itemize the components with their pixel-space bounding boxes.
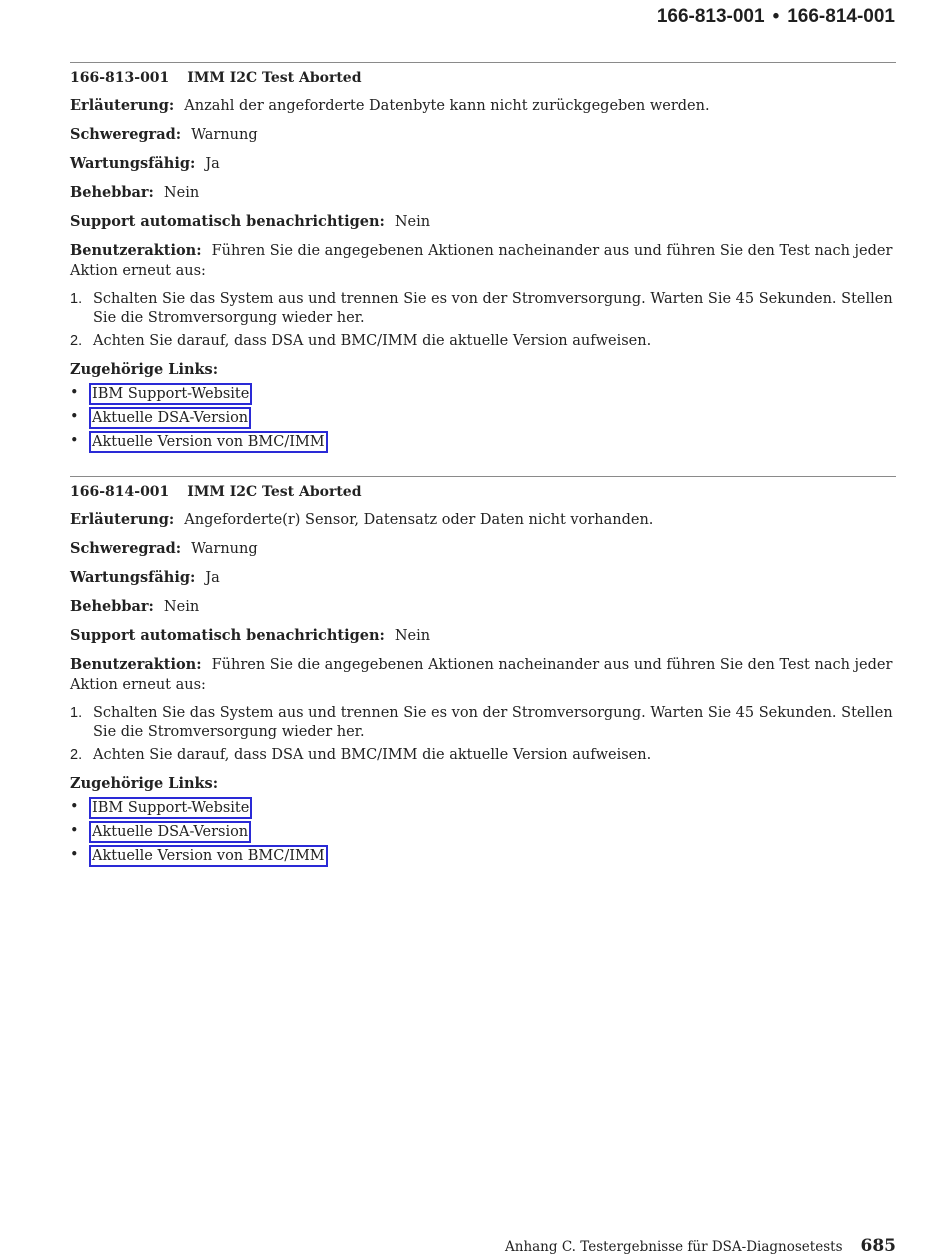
- link-item: [70, 407, 896, 431]
- recoverable-value: Nein: [163, 599, 200, 615]
- severity-value: Warnung: [191, 127, 258, 143]
- explanation-label: Erläuterung:: [70, 511, 175, 528]
- recoverable-field: [70, 183, 896, 203]
- severity-label: Schweregrad:: [70, 540, 182, 557]
- running-header: [657, 6, 895, 28]
- serviceable-label: Wartungsfähig:: [70, 155, 196, 172]
- bullet-icon: •: [70, 847, 79, 863]
- recoverable-value: Nein: [163, 185, 200, 201]
- page-content: [70, 62, 896, 869]
- header-code-right: 166-814-001: [787, 6, 895, 27]
- serviceable-field: [70, 568, 896, 588]
- link-item: [70, 383, 896, 407]
- serviceable-field: [70, 154, 896, 174]
- user-action-field: [70, 655, 896, 695]
- entry-title: [70, 483, 896, 501]
- step-number: 2.: [70, 333, 83, 349]
- serviceable-value: Ja: [205, 156, 220, 172]
- header-separator: •: [772, 6, 780, 27]
- bullet-icon: •: [70, 385, 79, 401]
- bullet-icon: •: [70, 433, 79, 449]
- entry-title-text: IMM I2C Test Aborted: [187, 484, 362, 500]
- link-item: [70, 797, 896, 821]
- explanation-value: Anzahl der angeforderte Datenbyte kann nicht zurückgegeben werden.: [184, 98, 710, 114]
- link-item: [70, 821, 896, 845]
- bullet-icon: •: [70, 409, 79, 425]
- severity-value: Warnung: [191, 541, 258, 557]
- user-action-value: Führen Sie die angegebenen Aktionen nacheinander aus und führen Sie den Test nach jeder Aktion erneut aus:: [70, 243, 893, 279]
- related-links-list: [70, 383, 896, 455]
- bmc-imm-version-link[interactable]: Aktuelle Version von BMC/IMM: [89, 431, 328, 453]
- related-links-heading: Zugehörige Links:: [70, 775, 219, 792]
- ibm-support-link[interactable]: IBM Support-Website: [89, 797, 252, 819]
- action-step: [70, 746, 896, 765]
- recoverable-label: Behebbar:: [70, 184, 154, 201]
- notify-value: Nein: [394, 628, 431, 644]
- page-number: 685: [860, 1236, 896, 1256]
- error-entry: [70, 476, 896, 869]
- link-item: [70, 845, 896, 869]
- severity-label: Schweregrad:: [70, 126, 182, 143]
- serviceable-value: Ja: [205, 570, 220, 586]
- severity-field: [70, 125, 896, 145]
- page-footer: [505, 1236, 896, 1256]
- explanation-label: Erläuterung:: [70, 97, 175, 114]
- action-steps: [70, 704, 896, 765]
- step-number: 1.: [70, 705, 83, 721]
- bullet-icon: •: [70, 823, 79, 839]
- header-code-left: 166-813-001: [656, 6, 765, 27]
- user-action-label: Benutzeraktion:: [70, 242, 202, 259]
- step-text: Achten Sie darauf, dass DSA und BMC/IMM die aktuelle Version aufweisen.: [93, 333, 652, 349]
- bmc-imm-version-link[interactable]: Aktuelle Version von BMC/IMM: [89, 845, 328, 867]
- recoverable-label: Behebbar:: [70, 598, 154, 615]
- explanation-field: [70, 96, 896, 116]
- notify-field: [70, 212, 896, 232]
- dsa-version-link[interactable]: Aktuelle DSA-Version: [89, 821, 251, 843]
- link-item: [70, 431, 896, 455]
- step-number: 1.: [70, 291, 83, 307]
- action-step: [70, 704, 896, 742]
- bullet-icon: •: [70, 799, 79, 815]
- user-action-field: [70, 241, 896, 281]
- step-text: Achten Sie darauf, dass DSA und BMC/IMM die aktuelle Version aufweisen.: [93, 747, 652, 763]
- explanation-value: Angeforderte(r) Sensor, Datensatz oder Daten nicht vorhanden.: [184, 512, 654, 528]
- entry-title: [70, 69, 896, 87]
- error-entry: [70, 62, 896, 455]
- entry-title-text: IMM I2C Test Aborted: [187, 70, 362, 86]
- step-text: Schalten Sie das System aus und trennen Sie es von der Stromversorgung. Warten Sie 45 Sekunden. Stellen Sie die Stromversorgung wieder her.: [93, 291, 893, 326]
- action-step: [70, 290, 896, 328]
- action-steps: [70, 290, 896, 351]
- entry-code: 166-813-001: [70, 70, 170, 86]
- user-action-value: Führen Sie die angegebenen Aktionen nacheinander aus und führen Sie den Test nach jeder Aktion erneut aus:: [70, 657, 893, 693]
- footer-chapter-title: Anhang C. Testergebnisse für DSA-Diagnosetests: [505, 1239, 843, 1255]
- step-number: 2.: [70, 747, 83, 763]
- serviceable-label: Wartungsfähig:: [70, 569, 196, 586]
- notify-label: Support automatisch benachrichtigen:: [70, 213, 385, 230]
- entry-code: 166-814-001: [70, 484, 170, 500]
- related-links-heading: Zugehörige Links:: [70, 361, 219, 378]
- explanation-field: [70, 510, 896, 530]
- notify-field: [70, 626, 896, 646]
- dsa-version-link[interactable]: Aktuelle DSA-Version: [89, 407, 251, 429]
- action-step: [70, 332, 896, 351]
- notify-label: Support automatisch benachrichtigen:: [70, 627, 385, 644]
- severity-field: [70, 539, 896, 559]
- recoverable-field: [70, 597, 896, 617]
- user-action-label: Benutzeraktion:: [70, 656, 202, 673]
- related-links-list: [70, 797, 896, 869]
- ibm-support-link[interactable]: IBM Support-Website: [89, 383, 252, 405]
- step-text: Schalten Sie das System aus und trennen Sie es von der Stromversorgung. Warten Sie 45 Sekunden. Stellen Sie die Stromversorgung wieder her.: [93, 705, 893, 740]
- notify-value: Nein: [394, 214, 431, 230]
